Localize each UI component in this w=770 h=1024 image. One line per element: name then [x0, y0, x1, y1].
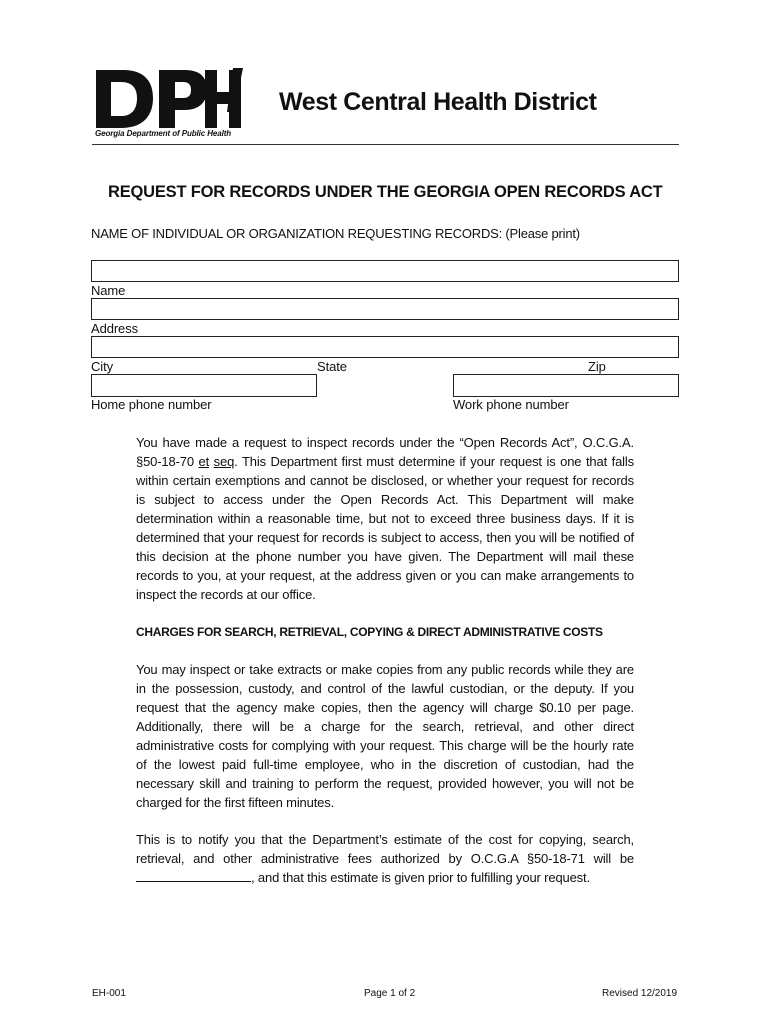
seq-text: seq: [213, 454, 235, 469]
logo-subtitle: Georgia Department of Public Health: [95, 129, 232, 138]
form-title: REQUEST FOR RECORDS UNDER THE GEORGIA OPEN RECORDS ACT: [108, 183, 663, 201]
state-label: State: [317, 359, 347, 374]
form-code: EH-001: [92, 988, 126, 999]
header-divider: [92, 144, 679, 145]
charges-heading: CHARGES FOR SEARCH, RETRIEVAL, COPYING & DIRECT ADMINISTRATIVE COSTS: [136, 625, 603, 639]
charges-paragraph: You may inspect or take extracts or make copies from any public records while they are in the possession, custody, and control of the lawful custodian, or the deputy. If you request that the agency make copies, then the agency will charge $0.10 per page. Additionally, there will be a charge for the search, retrieval, and other direct administrative costs for complying with your request. This charge will be the hourly rate of the lowest paid full-time employee, who in the discretion of custodian, had the necessary skill and training to perform the request, provided however, you will not be charged for the first fifteen minutes.: [136, 662, 634, 810]
city-state-zip-field[interactable]: [91, 336, 679, 358]
city-label: City: [91, 359, 113, 374]
home-phone-field[interactable]: [91, 374, 317, 397]
address-label: Address: [91, 321, 138, 336]
estimate-blank[interactable]: [136, 869, 251, 882]
address-field[interactable]: [91, 298, 679, 320]
name-field[interactable]: [91, 260, 679, 282]
zip-label: Zip: [588, 359, 606, 374]
requester-label: NAME OF INDIVIDUAL OR ORGANIZATION REQUESTING RECORDS: (Please print): [91, 226, 580, 241]
page-number: Page 1 of 2: [364, 988, 416, 999]
district-title: West Central Health District: [279, 88, 597, 116]
notice-paragraph: You have made a request to inspect records under the “Open Records Act”, O.C.G.A. §50-18-70 et seq. This Department first must determine if your request is one that falls within certain exemptions and cannot be disclosed, or whether your request for records is subject to access under the Open Records Act. This Department will make determination within a reasonable time, but not to exceed three business days. If it is determined that your request for records is subject to access, then you will be notified of this decision at the phone number you have given. The Department will mail these records to you, at your request, at the address given or you can make arrangements to inspect the records at our office.: [136, 435, 634, 602]
home-phone-label: Home phone number: [91, 397, 212, 412]
work-phone-field[interactable]: [453, 374, 679, 397]
work-phone-label: Work phone number: [453, 397, 569, 412]
estimate-paragraph: This is to notify you that the Department’s estimate of the cost for copying, search, retrieval, and other administrative fees authorized by O.C.G.A §50-18-71 will be , and that this estimate is given prior to fulfilling your request.: [136, 832, 634, 885]
revised-date: Revised 12/2019: [602, 988, 678, 999]
et-text: et: [198, 454, 210, 469]
name-label: Name: [91, 283, 126, 298]
